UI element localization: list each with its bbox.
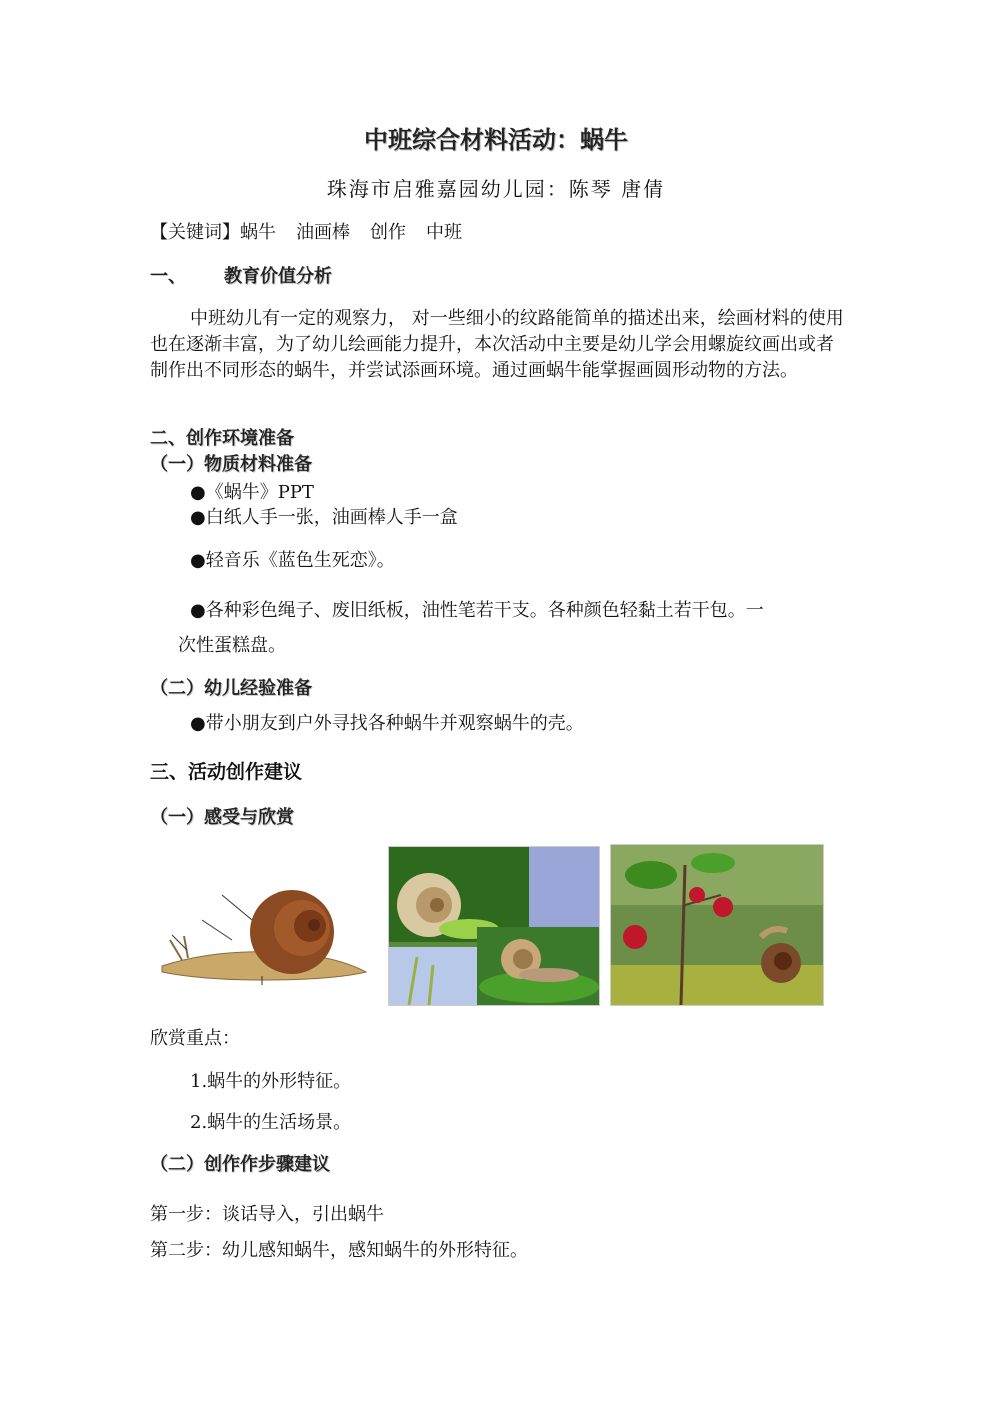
snail-berries-image xyxy=(610,844,824,1006)
section-heading xyxy=(150,262,332,288)
keywords-line xyxy=(150,218,462,244)
keyword: 创作 xyxy=(370,222,406,243)
section-paragraph: 中班幼儿有一定的观察力， 对一些细小的纹路能简单的描述出来，绘画材料的使用也在逐渐丰富，为了幼儿绘画能力提升，本次活动中主要是幼儿学会用螺旋纹画出或者制作出不同形态的蜗牛，并尝试添画环境。通过画蜗牛能掌握画圆形动物的方法。 xyxy=(150,308,844,381)
snail-collage-image xyxy=(388,846,600,1006)
document-title: 中班综合材料活动：蜗牛 xyxy=(364,126,628,154)
section-number: 一、 xyxy=(150,266,186,287)
subsection-heading: （二）幼儿经验准备 xyxy=(150,678,312,699)
keyword: 油画棒 xyxy=(296,222,350,243)
material-item: ●白纸人手一张，油画棒人手一盒 xyxy=(190,507,458,528)
step-item: 第一步：谈话导入，引出蜗牛 xyxy=(150,1204,384,1225)
focus-item: 1.蜗牛的外形特征。 xyxy=(190,1071,352,1092)
focus-label: 欣赏重点： xyxy=(150,1028,240,1049)
subsection-heading: （一）物质材料准备 xyxy=(150,454,312,475)
subsection-heading: （一）感受与欣赏 xyxy=(150,807,294,828)
subsection-heading: （二）创作作步骤建议 xyxy=(150,1154,330,1175)
keyword: 中班 xyxy=(426,222,462,243)
focus-item: 2.蜗牛的生活场景。 xyxy=(190,1112,352,1133)
material-item: ●轻音乐《蓝色生死恋》。 xyxy=(190,550,395,571)
material-item-continued: 次性蛋糕盘。 xyxy=(178,635,286,656)
section-title: 教育价值分析 xyxy=(224,266,332,287)
experience-item: ●带小朋友到户外寻找各种蜗牛并观察蜗牛的壳。 xyxy=(190,713,584,734)
material-item: ●各种彩色绳子、废旧纸板，油性笔若干支。各种颜色轻黏土若干包。一 xyxy=(190,600,764,621)
section-heading: 三、活动创作建议 xyxy=(150,761,303,783)
author-line: 珠海市启雅嘉园幼儿园：陈琴 唐倩 xyxy=(326,177,666,201)
keywords-label: 【关键词】 xyxy=(150,222,240,243)
step-item: 第二步：幼儿感知蜗牛，感知蜗牛的外形特征。 xyxy=(150,1240,528,1261)
section-heading: 二、创作环境准备 xyxy=(150,428,294,449)
snail-anatomy-image xyxy=(152,880,374,992)
material-item: ●《蜗牛》PPT xyxy=(190,482,314,503)
keyword: 蜗牛 xyxy=(240,222,276,243)
